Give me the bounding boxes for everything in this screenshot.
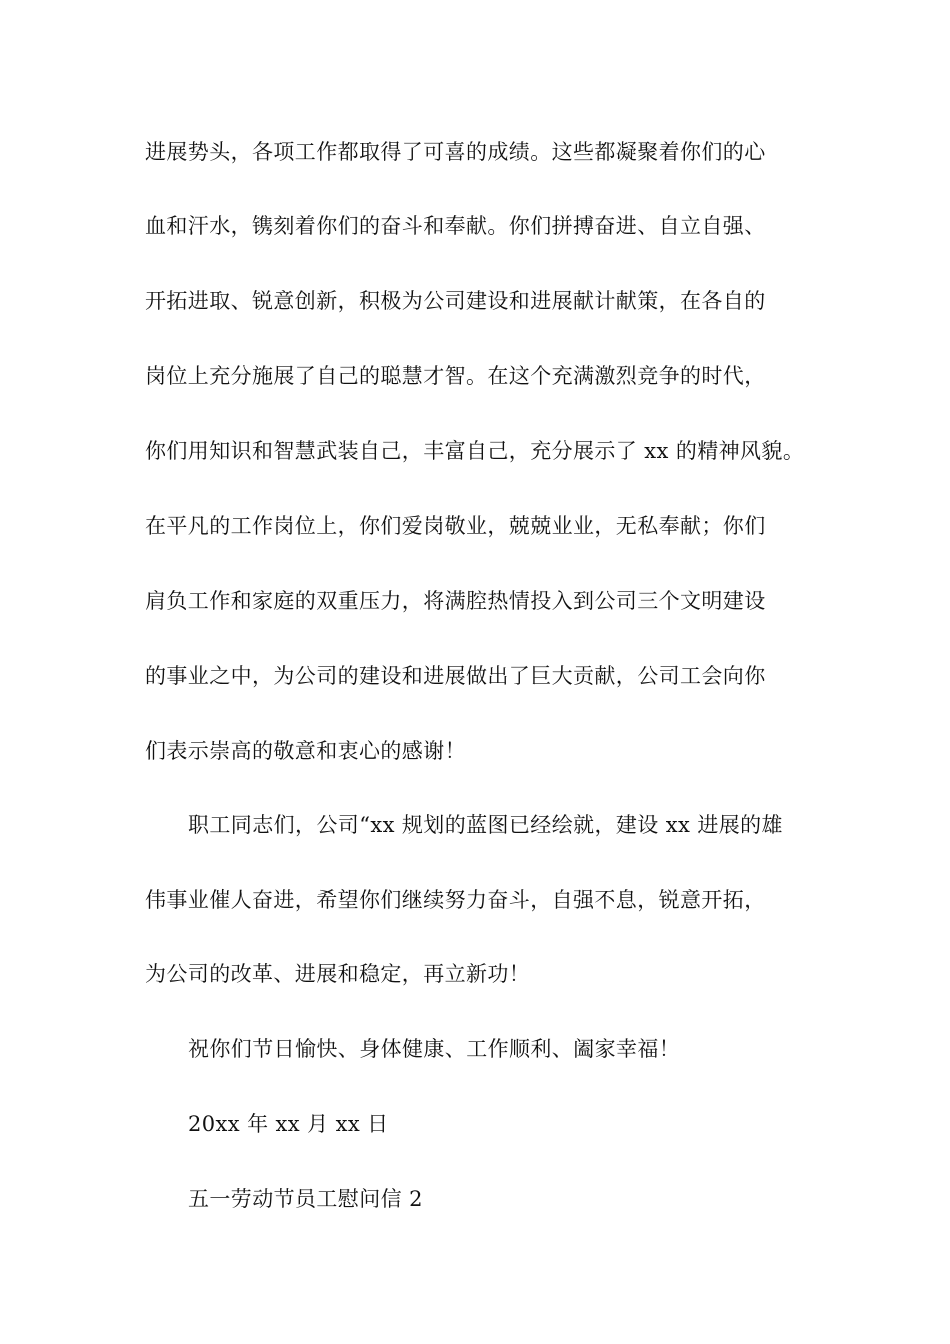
greeting-line: 祝你们节日愉快、身体健康、工作顺利、阖家幸福！ — [188, 1037, 681, 1061]
paragraph-line-2: 血和汗水，镌刻着你们的奋斗和奉献。你们拼搏奋进、自立自强、 — [145, 214, 766, 238]
paragraph-line-8: 的事业之中，为公司的建设和进展做出了巨大贡献，公司工会向你 — [145, 664, 766, 688]
section-title: 五一劳动节员工慰问信 2 — [188, 1187, 423, 1211]
paragraph-line-10: 职工同志们，公司“xx 规划的蓝图已经绘就，建设 xx 进展的雄 — [188, 813, 783, 837]
date-line: 20xx 年 xx 月 xx 日 — [188, 1112, 389, 1136]
paragraph-line-1: 进展势头，各项工作都取得了可喜的成绩。这些都凝聚着你们的心 — [145, 140, 766, 164]
paragraph-line-9: 们表示崇高的敬意和衷心的感谢！ — [145, 739, 466, 763]
paragraph-line-5: 你们用知识和智慧武装自己，丰富自己，充分展示了 xx 的精神风貌。 — [145, 439, 805, 463]
paragraph-line-7: 肩负工作和家庭的双重压力，将满腔热情投入到公司三个文明建设 — [145, 589, 766, 613]
paragraph-line-3: 开拓进取、锐意创新，积极为公司建设和进展献计献策，在各自的 — [145, 289, 766, 313]
paragraph-line-11: 伟事业催人奋进，希望你们继续努力奋斗，自强不息，锐意开拓， — [145, 888, 766, 912]
paragraph-line-12: 为公司的改革、进展和稳定，再立新功！ — [145, 962, 531, 986]
paragraph-line-4: 岗位上充分施展了自己的聪慧才智。在这个充满激烈竞争的时代， — [145, 364, 766, 388]
paragraph-line-6: 在平凡的工作岗位上，你们爱岗敬业，兢兢业业，无私奉献；你们 — [145, 514, 766, 538]
